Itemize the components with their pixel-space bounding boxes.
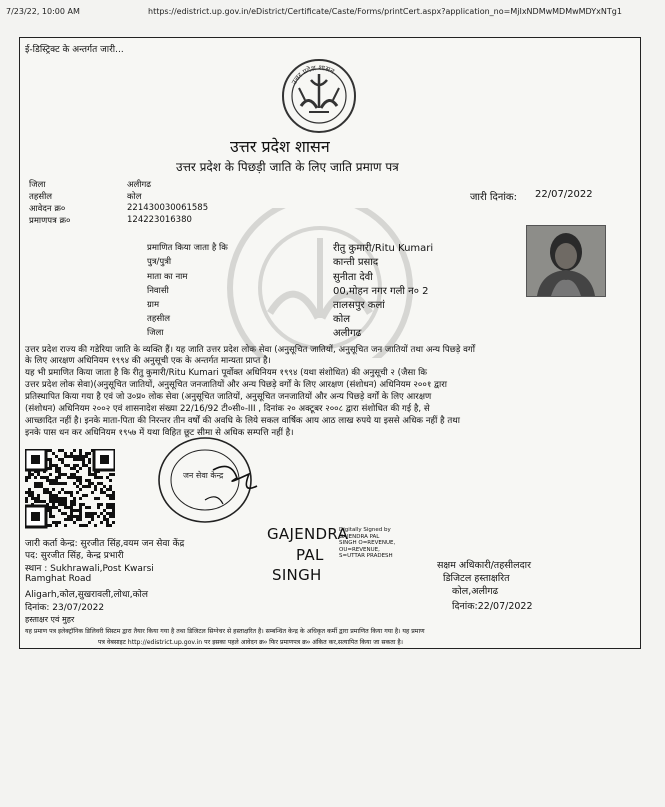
authority-location: कोल,अलीगढ xyxy=(452,586,499,597)
digital-sign-details xyxy=(339,527,395,560)
certificate-number: 12422301638​0 xyxy=(127,215,192,225)
browser-print-header xyxy=(6,5,659,19)
digital-sign-details-1: Digitally Signed by xyxy=(339,527,391,533)
certificate-number-label: प्रमाणपत्र क्र० xyxy=(29,216,71,226)
footer-note-line-2: पत्र वेबसाइट http://edistrict.up.gov.in पर इसका पहले आवेदन क्र० फिर प्रमाणपत्र क्र० अंकित कर,सत्यापित किया जा सकता है। xyxy=(98,639,404,646)
authority-title: सक्षम अधिकारी/तहसीलदार xyxy=(437,560,531,571)
body-line-1: उत्तर प्रदेश राज्य की गडेरिया जाति के व्यक्ति हैं। यह जाति उत्तर प्रदेश लोक सेवा (अनुसूचित जातियों, अनुसूचित जन जातियों तथा अन्य पिछड़े वर्गों xyxy=(25,345,475,355)
mother-name: सुनीता देवी xyxy=(333,272,373,283)
csc-round-stamp xyxy=(153,430,263,525)
body-line-7: आच्छादित नहीं है। इनके माता-पिता की निरन्तर तीन वर्षों की अवधि के लिये सकल वार्षिक आय आठ लाख रुपये या इससे अधिक नहीं है तथा xyxy=(25,416,460,426)
application-label: आवेदन क्र० xyxy=(29,204,66,214)
details-district-value: अलीगढ xyxy=(333,328,362,339)
up-government-emblem xyxy=(279,56,359,136)
district-value: अलीगढ xyxy=(127,180,152,190)
certificate-subtitle: उत्तर प्रदेश के पिछड़ी जाति के लिए जाति प्रमाण पत्र xyxy=(176,160,399,174)
digital-sign-name-2: PAL xyxy=(296,546,324,564)
certify-label: प्रमाणित किया जाता है कि xyxy=(147,243,228,253)
digital-sign-name-1: GAJENDRA xyxy=(267,525,349,543)
district-label: जिला xyxy=(29,180,46,190)
body-line-6: (संशोधन) अधिनियम २००२ एवं शासनादेश संख्या 22/16/92 टी०सी०-III , दिनांक २० अक्टूबर २००८ द्वारा संशोधित की गई है, से xyxy=(25,404,430,414)
print-timestamp: 7/23/22, 10:00 AM xyxy=(6,7,80,16)
digital-sign-details-2: GAJENDRA PAL xyxy=(339,533,380,540)
tehsil-label: तहसील xyxy=(29,192,53,202)
authority-date: दिनांक:22/07/2022 xyxy=(452,601,533,612)
stamp-text: जन सेवा केन्द्र xyxy=(183,471,224,480)
issue-date-value: 22/07/2022 xyxy=(535,189,593,200)
digital-sign-details-3: SINGH O=REVENUE, xyxy=(339,540,396,546)
issuer-date: दिनांक: 23/07/2022 xyxy=(25,603,105,613)
body-line-4: उत्तर प्रदेश लोक सेवा)(अनुसूचित जातियों, अनुसूचित जनजातियों और अन्य पिछड़े वर्गों के लिए आरक्षण (संशोधन) अधिनियम २००१ द्वारा xyxy=(25,380,447,390)
verification-qr-code xyxy=(25,449,115,529)
body-line-2: के लिए आरक्षण अधिनियम १९९४ की अनुसूची एक के अन्तर्गत मान्यता प्राप्त है। xyxy=(25,356,271,366)
application-number: 221430030061585 xyxy=(127,203,209,213)
issuer-post: पद: सुरजीत सिंह, केन्द्र प्रभारी xyxy=(25,551,124,561)
digital-sign-details-5: S=UTTAR PRADESH xyxy=(339,553,393,559)
issuer-sign-seal: हस्ताक्षर एवं मुहर xyxy=(25,615,75,624)
authority-signed: डिजिटल हस्ताक्षरित xyxy=(443,573,510,584)
footer-note-line-1: यह प्रमाण पत्र इलेक्ट्रॉनिक डिलिवरी सिस्टम द्वारा तैयार किया गया है तथा डिजिटल सिग्नेचर से हस्ताक्षरित है। सम्बन्धित केन्द्र के अधिकृत कर्मी द्वारा प्रमाणित किया गया है। यह प्रमाण xyxy=(25,628,425,635)
caste-certificate xyxy=(19,37,641,649)
print-url[interactable]: https://edistrict.up.gov.in/eDistrict/Certificate/Caste/Forms/printCert.aspx?application_no=MjIxNDMwMDMwMDYxNTg1 xyxy=(148,7,622,16)
issuer-center: जारी कर्ता केन्द्र: सुरजीत सिंह,वयम जन सेवा केंद्र xyxy=(25,539,185,549)
body-line-3: यह भी प्रमाणित किया जाता है कि रीतु कुमारी/Ritu Kumari पूर्वोक्त अधिनियम १९९४ (यथा संशोधित) की अनुसूची २ (जैसा कि xyxy=(25,368,427,378)
issuer-place: स्थान : Sukhrawali,Post Kwarsi xyxy=(25,564,154,574)
certificate-title: उत्तर प्रदेश शासन xyxy=(230,137,330,156)
details-district-label: जिला xyxy=(147,328,164,338)
tehsil-value: कोल xyxy=(127,192,142,202)
village-label: ग्राम xyxy=(147,300,160,310)
issuer-road: Ramghat Road xyxy=(25,574,92,584)
edistrict-note: ई-डिस्ट्रिक्ट के अन्तर्गत जारी... xyxy=(25,45,124,55)
mother-label: माता का नाम xyxy=(147,272,188,282)
applicant-photo xyxy=(526,225,606,297)
applicant-name: रीतु कुमारी/Ritu Kumari xyxy=(333,243,434,254)
resident-address: 00,मोहन नगर गली न० 2 xyxy=(333,286,429,297)
resident-label: निवासी xyxy=(147,286,169,296)
issue-date-label: जारी दिनांक: xyxy=(470,192,517,203)
digital-sign-name-3: SINGH xyxy=(272,566,322,584)
father-name: कान्ती प्रसाद xyxy=(333,257,379,268)
emblem-text: उत्तर प्रदेश शासन xyxy=(290,63,336,86)
digital-sign-details-4: OU=REVENUE, xyxy=(339,546,380,553)
details-tehsil-value: कोल xyxy=(333,314,351,325)
details-tehsil-label: तहसील xyxy=(147,314,171,324)
body-line-8: इनके पास धन कर अधिनियम १९५७ में यथा विहित छूट सीमा से अधिक सम्पत्ति नहीं है। xyxy=(25,428,294,438)
body-line-5: प्रतिस्थापित किया गया है एवं जो उ०प्र० लोक सेवा (अनुसूचित जातियों, अनुसूचित जनजातियों और अन्य पिछड़े वर्गों के लिए आरक्षण xyxy=(25,392,432,402)
issuer-city: Aligarh,कोल,सुखरावली,लोधा,कोल xyxy=(25,590,148,600)
father-label: पुत्र/पुत्री xyxy=(147,257,172,267)
village-name: तालसपुर कलां xyxy=(333,300,385,311)
